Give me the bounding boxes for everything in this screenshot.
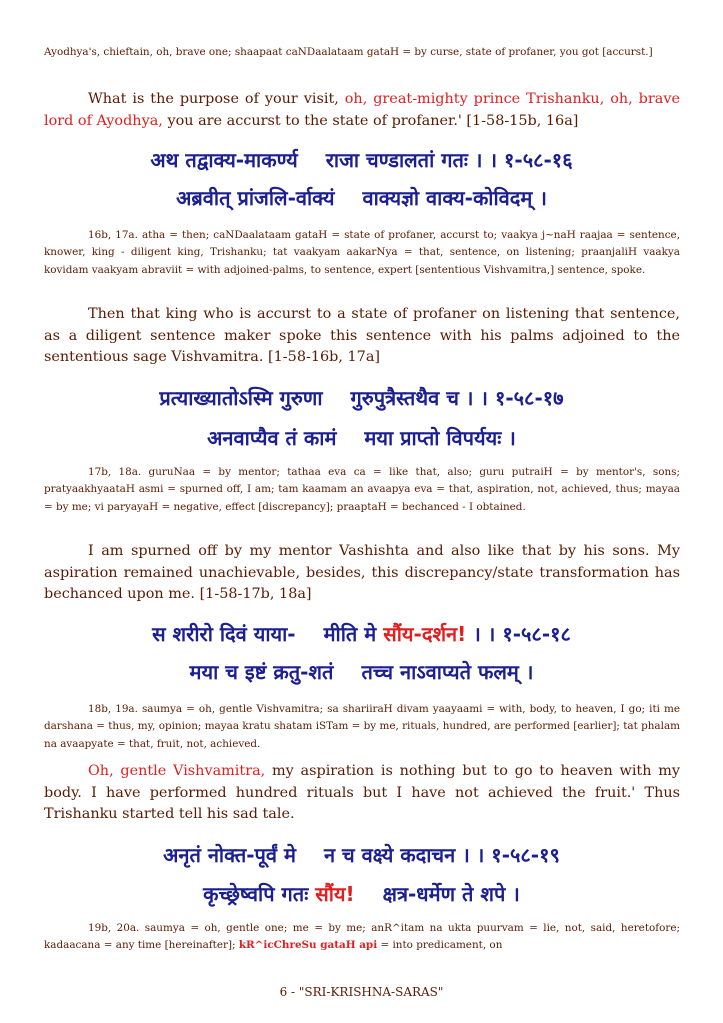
sanskrit-verse-17b	[0, 424, 723, 451]
sanskrit-verse-19a	[0, 841, 723, 868]
verse-half: अथ तद्वाक्य-माकर्ण्य	[150, 148, 298, 172]
gloss-paragraph-16: 16b, 17a. atha = then; caNDaalataam gataH = state of profaner, accurst to; vaakya j~naH raajaa = sentence, knower, king - diligent king, Trishanku; tat vaakyam aakarNya = that, sentence, on listening; praanjaliH vaakya kovidam vaakyam abraviit = with adjoined-palms, to sentence, expert [sententious Vishvamitra,] sentence, spoke.	[44, 229, 680, 276]
verse-half: तच्च नाऽवाप्यते फलम् ।	[361, 660, 534, 684]
highlighted-address: oh, great-mighty prince Trishanku, oh, brave lord of Ayodhya,	[44, 91, 680, 129]
gloss-paragraph-18: 18b, 19a. saumya = oh, gentle Vishvamitra; sa shariiraH divam yaayaami = with, body, to heaven, I go; iti me darshana = thus, my, opinion; mayaa kratu shatam iSTam = by me, rituals, hundred, are performed [earlier]; tat phalam na avaapyate = that, fruit, not, achieved.	[44, 703, 680, 750]
verse-half: स शरीरो दिवं याया-	[152, 622, 296, 646]
verse-half: प्रत्याख्यातोऽस्मि गुरुणा	[159, 386, 323, 410]
verse-half: राजा चण्डालतां गतः	[325, 148, 468, 172]
gloss-text: = into predicament, on	[377, 939, 503, 952]
verse-half: क्षत्र-धर्मेण ते शपे ।	[382, 882, 520, 906]
gloss-paragraph-19	[44, 920, 680, 955]
verse-number: । । १-५८-१७	[465, 386, 564, 410]
translation-verse-16: Then that king who is accurst to a state of profaner on listening that sentence, as a diligent sentence maker spoke this sentence with his palms adjoined to the sententious sage Vishvamitra. [1-58-16b, 17a]	[44, 306, 680, 365]
verse-half: मया प्राप्तो विपर्ययः ।	[364, 426, 516, 450]
sanskrit-verse-18a	[0, 620, 723, 647]
translation-verse-18	[44, 761, 680, 826]
gloss-paragraph-top: Ayodhya's, chieftain, oh, brave one; shaapaat caNDaalataam gataH = by curse, state of profaner, you got [accurst.]	[44, 46, 653, 58]
verse-half: वाक्यज्ञो वाक्य-कोविदम् ।	[362, 186, 547, 210]
page-footer: 6 - "SRI-KRISHNA-SARAS"	[279, 985, 444, 999]
translation-verse-17: I am spurned off by my mentor Vashishta and also like that by his sons. My aspiration remained unachievable, besides, this discrepancy/state transformation has bechanced upon me. [1-58-17b, 18a]	[44, 543, 680, 602]
verse-half: कृच्छ्रेष्वपि गतः	[203, 882, 309, 906]
verse-number: । । १-५८-१८	[473, 622, 571, 646]
verse-half: अनृतं नोक्त-पूर्वं मे	[163, 843, 296, 867]
verse-half: गुरुपुत्रैस्तथैव च	[350, 386, 459, 410]
sanskrit-verse-19b	[0, 880, 723, 907]
translation-text: you are accurst to the state of profaner.' [1-58-15b, 16a]	[162, 112, 579, 129]
translation-verse-15	[44, 89, 680, 132]
translation-text: my aspiration is nothing but to go to heaven with my body. I have performed hundred rituals but I have not achieved the fruit.' Thus Trishanku started tell his sad tale.	[44, 763, 681, 822]
highlighted-address: सौंय!	[315, 882, 355, 906]
gloss-text: 19b, 20a. saumya = oh, gentle one; me = by me; anR^itam na ukta puurvam = lie, not, said, heretofore; kadaacana = any time [hereinafter];	[44, 922, 680, 952]
verse-number: । । १-५८-१६	[474, 148, 573, 172]
verse-number: । । १-५८-१९	[462, 843, 560, 867]
highlighted-term: kR^icChreSu gataH api	[238, 939, 378, 952]
sanskrit-verse-16a	[0, 146, 723, 173]
verse-half: मीति मे	[323, 622, 377, 646]
sanskrit-verse-18b	[0, 658, 723, 685]
highlighted-address: सौंय-दर्शन!	[383, 622, 467, 646]
sanskrit-verse-17a	[0, 384, 723, 411]
verse-half: अब्रवीत् प्रांजलि-र्वाक्यं	[176, 186, 335, 210]
verse-half: मया च इष्टं क्रतु-शतं	[189, 660, 334, 684]
sanskrit-verse-16b	[0, 184, 723, 211]
translation-text: What is the purpose of your visit,	[88, 91, 345, 107]
verse-half: न च वक्ष्ये कदाचन	[323, 843, 456, 867]
highlighted-address: Oh, gentle Vishvamitra,	[88, 763, 266, 779]
verse-half: अनवाप्यैव तं कामं	[207, 426, 337, 450]
gloss-paragraph-17: 17b, 18a. guruNaa = by mentor; tathaa eva ca = like that, also; guru putraiH = by mentor's, sons; pratyaakhyaataH asmi = spurned off, I am; tam kaamam an avaapya eva = that, aspiration, not, achieved, thus; mayaa = by me; vi paryayaH = negative, effect [discrepancy]; praaptaH = bechanced - I obtained.	[44, 466, 680, 513]
